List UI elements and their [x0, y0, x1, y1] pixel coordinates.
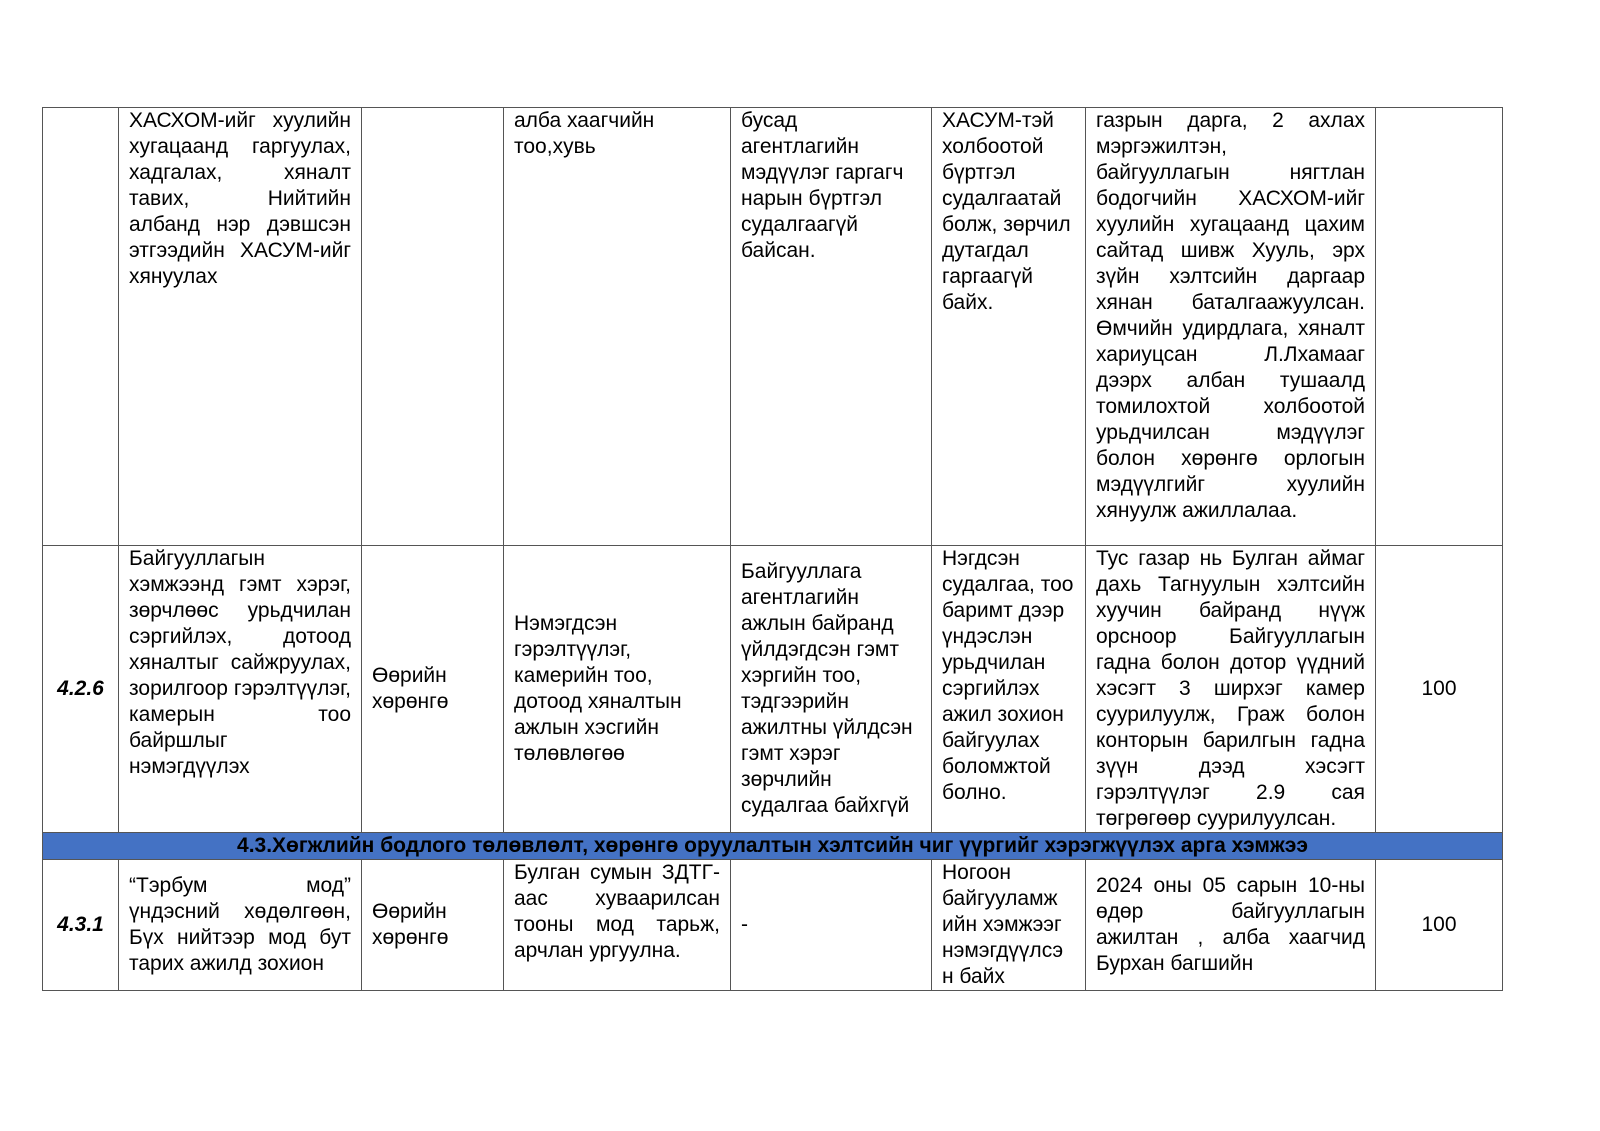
row-number — [43, 108, 119, 546]
baseline-cell: Байгууллага агентлагийн ажлын байранд үйлдэгдсэн гэмт хэргийн тоо, тэдгээрийн ажилтны үйлдсэн гэмт хэрэг зөрчлийн судалгаа байхгүй — [731, 546, 932, 833]
progress-cell: газрын дарга, 2 ахлах мэргэжилтэн, байгууллагын нягтлан бодогчийн ХАСХОМ-ийг хуулийн хугацаанд цахим сайтад шивж Хууль, эрх зүйн хэлтсийн даргаар хянан баталгаажуулсан. Өмчийн удирдлага, хяналт хариуцсан Л.Лхамааг дээрх албан тушаалд томилохтой холбоотой урьдчилсан мэдүүлэг болон хөрөнгө орлогын мэдүүлгийг хуулийн хянуулж ажиллалаа. — [1086, 108, 1376, 546]
progress-cell: Тус газар нь Булган аймаг дахь Тагнуулын хэлтсийн хуучин байранд нүүж орсноор Байгууллагын гадна болон дотор үүдний хэсэгт 3 ширхэг камер суурилуулж, Граж болон конторын барилгын гадна зүүн дээд хэсэгт гэрэлтүүлэг 2.9 сая төгрөгөөр суурилуулсан. — [1086, 546, 1376, 833]
section-title: 4.3.Хөгжлийн бодлого төлөвлөлт, хөрөнгө оруулалтын хэлтсийн чиг үүргийг хэрэгжүүлэх арга хэмжээ — [43, 833, 1503, 860]
table-row — [43, 546, 1503, 833]
measure-cell: “Тэрбум мод” үндэсний хөдөлгөөн, Бүх нийтээр мод бут тарих ажилд зохион — [119, 860, 362, 991]
target-cell: ХАСУМ-тэй холбоотой бүртгэл судалгаатай болж, зөрчил дутагдал гаргаагүй байх. — [932, 108, 1086, 546]
target-cell: Ногоон байгууламж ийн хэмжээг нэмэгдүүлсэ н байх — [932, 860, 1086, 991]
funding-cell — [362, 108, 504, 546]
progress-cell: 2024 оны 05 сарын 10-ны өдөр байгууллагын ажилтан , алба хаагчид Бурхан багшийн — [1086, 860, 1376, 991]
target-cell: Нэгдсэн судалгаа, тоо баримт дээр үндэслэн урьдчилан сэргийлэх ажил зохион байгуулах боломжтой болно. — [932, 546, 1086, 833]
measure-cell: ХАСХОМ-ийг хуулийн хугацаанд гаргуулах, хадгалах, хяналт тавих, Нийтийн албанд нэр дэвшсэн этгээдийн ХАСУМ-ийг хянуулах — [119, 108, 362, 546]
section-header-row — [43, 833, 1503, 860]
score-cell: 100 — [1376, 860, 1503, 991]
row-number: 4.2.6 — [43, 546, 119, 833]
table-row — [43, 860, 1503, 991]
baseline-cell: - — [731, 860, 932, 991]
indicator-cell: алба хаагчийн тоо,хувь — [504, 108, 731, 546]
indicator-cell: Булган сумын ЗДТГ-аас хуваарилсан тооны мод тарьж, арчлан ургуулна. — [504, 860, 731, 991]
score-cell — [1376, 108, 1503, 546]
table-row — [43, 108, 1503, 546]
action-plan-table — [42, 107, 1503, 991]
row-number: 4.3.1 — [43, 860, 119, 991]
score-cell: 100 — [1376, 546, 1503, 833]
funding-cell: Өөрийн хөрөнгө — [362, 546, 504, 833]
funding-cell: Өөрийн хөрөнгө — [362, 860, 504, 991]
measure-cell: Байгууллагын хэмжээнд гэмт хэрэг, зөрчлөөс урьдчилан сэргийлэх, дотоод хяналтыг сайжруулах, зорилгоор гэрэлтүүлэг, камерын тоо байршлыг нэмэгдүүлэх — [119, 546, 362, 833]
indicator-cell: Нэмэгдсэн гэрэлтүүлэг, камерийн тоо, дотоод хяналтын ажлын хэсгийн төлөвлөгөө — [504, 546, 731, 833]
baseline-cell: бусад агентлагийн мэдүүлэг гаргагч нарын бүртгэл судалгаагүй байсан. — [731, 108, 932, 546]
